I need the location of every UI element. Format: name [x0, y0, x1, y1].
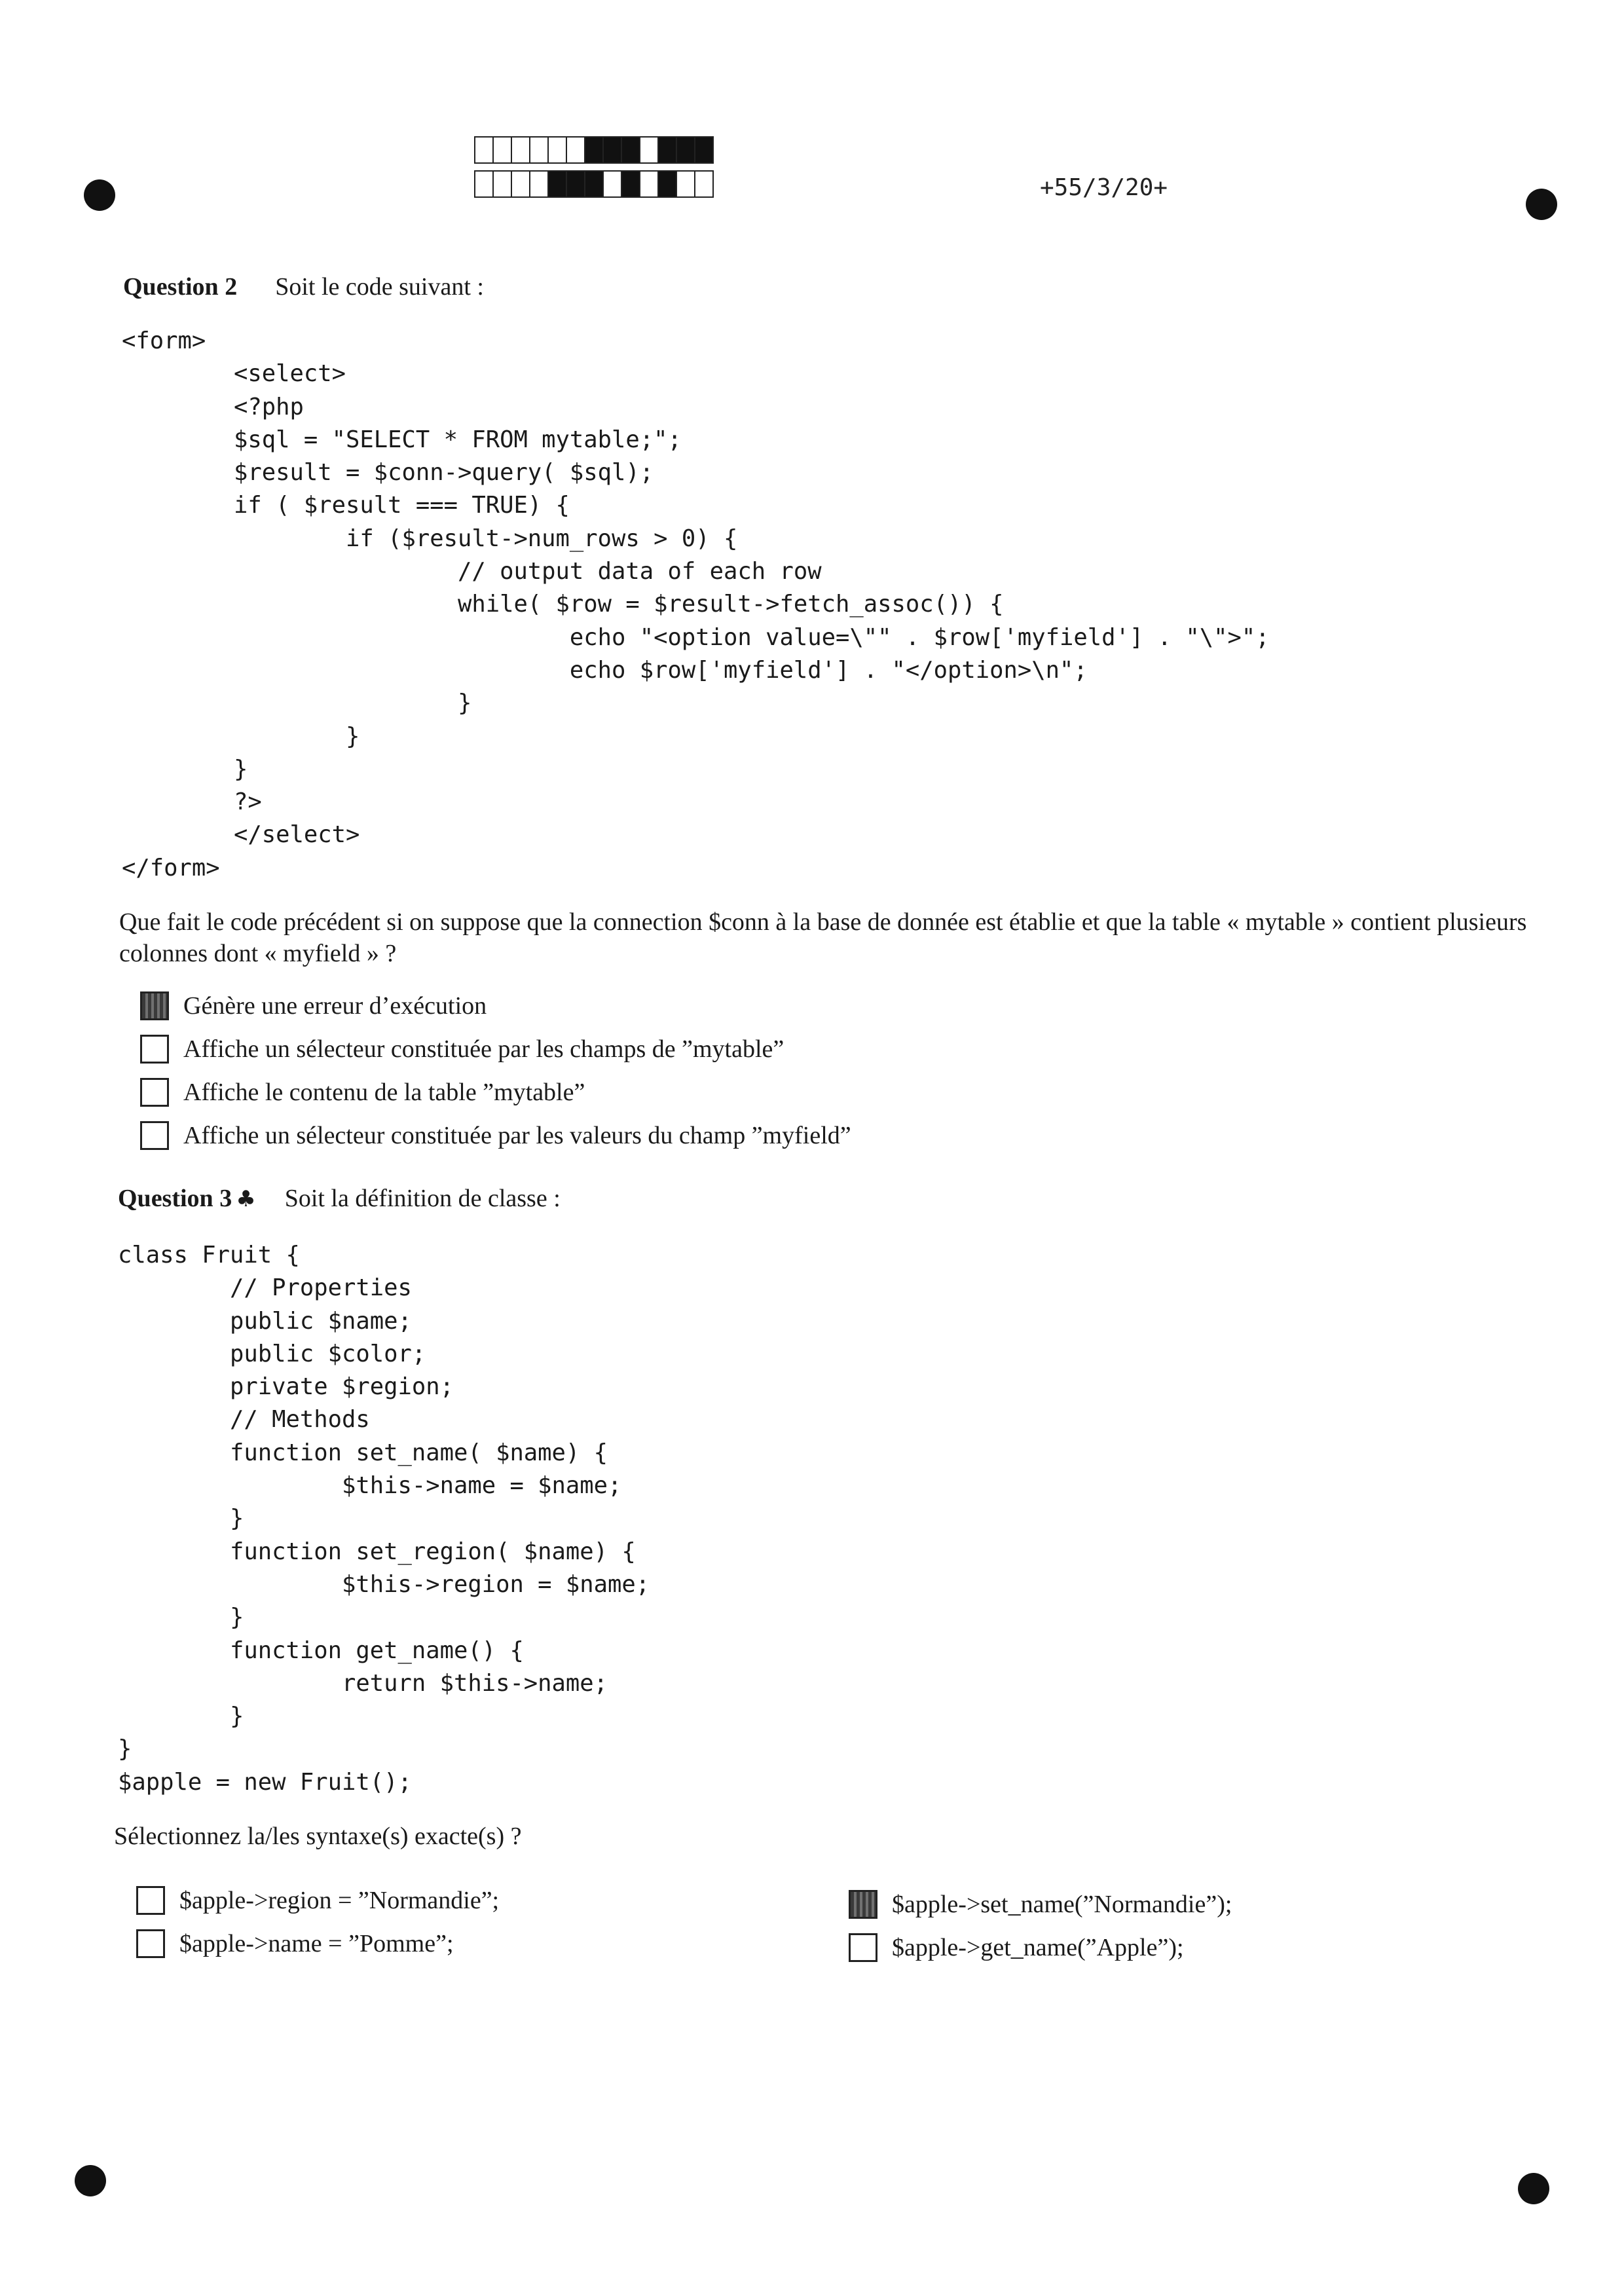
- answer-label: Affiche un sélecteur constituée par les valeurs du champ ”myfield”: [183, 1122, 851, 1149]
- question-2-text: Que fait le code précédent si on suppose que la connection $conn à la base de donnée est établie et que la table « mytable » contient plusieurs colonnes dont « myfield » ?: [119, 908, 1527, 967]
- code-block-q2: <form> <select> <?php $sql = "SELECT * FROM mytable;"; $result = $conn->query( $sql); if ( $result === TRUE) { if ($result->num_rows > 0) { // output data of each row while( $row = $result->fetch_assoc()) { echo "<option value=\"" . $row['myfield'] . "\">"; echo $row['myfield'] . "</option>\n"; } } } ?> </select> </form>: [122, 327, 1270, 881]
- answer-option[interactable]: [140, 991, 487, 1020]
- question-3-heading: [118, 1184, 561, 1213]
- checkbox[interactable]: [849, 1933, 877, 1962]
- checkbox[interactable]: [140, 1078, 169, 1107]
- barcode-cell: [511, 170, 530, 198]
- checkbox[interactable]: [140, 991, 169, 1020]
- barcode-cell: [694, 170, 714, 198]
- barcode-cell: [529, 136, 549, 164]
- question-intro: Soit le code suivant :: [275, 273, 484, 301]
- answer-label: $apple->set_name(”Normandie”);: [892, 1891, 1232, 1918]
- barcode-cell: [511, 136, 530, 164]
- barcode-cell: [547, 170, 567, 198]
- answer-label: Génère une erreur d’exécution: [183, 992, 487, 1020]
- answer-label: $apple->get_name(”Apple”);: [892, 1934, 1184, 1961]
- page-id: +55/3/20+: [1040, 174, 1168, 201]
- answer-option[interactable]: [136, 1929, 454, 1958]
- checkbox[interactable]: [140, 1035, 169, 1064]
- registration-mark-top-right: [1526, 189, 1557, 220]
- code-block-q3: class Fruit { // Properties public $name; public $color; private $region; // Methods function set_name( $name) { $this->name = $name; } function set_region( $name) { $this->region = $name; } function get_name() { return $this->name; } } $apple = new Fruit();: [118, 1242, 650, 1796]
- barcode-cell: [602, 136, 622, 164]
- barcode-cell: [694, 136, 714, 164]
- barcode-cell: [584, 136, 604, 164]
- answer-option[interactable]: [849, 1890, 1232, 1919]
- answer-label: Affiche le contenu de la table ”mytable”: [183, 1079, 585, 1106]
- barcode-cell: [621, 136, 640, 164]
- answer-option[interactable]: [136, 1886, 499, 1915]
- answer-option[interactable]: [140, 1035, 784, 1064]
- registration-mark-top-left: [84, 179, 115, 211]
- barcode-cell: [676, 136, 695, 164]
- answer-option[interactable]: [140, 1078, 585, 1107]
- barcode-row-1: [474, 136, 712, 162]
- barcode-cell: [529, 170, 549, 198]
- barcode-cell: [584, 170, 604, 198]
- answer-label: $apple->name = ”Pomme”;: [179, 1930, 454, 1957]
- barcode-cell: [474, 170, 494, 198]
- barcode-cell: [639, 136, 659, 164]
- club-icon: ♣: [236, 1186, 256, 1212]
- answer-label: $apple->region = ”Normandie”;: [179, 1887, 500, 1914]
- barcode-cell: [602, 170, 622, 198]
- question-number: Question 3: [118, 1185, 232, 1212]
- barcode-cell: [676, 170, 695, 198]
- barcode-cell: [547, 136, 567, 164]
- checkbox[interactable]: [140, 1121, 169, 1150]
- answer-option[interactable]: [849, 1933, 1184, 1962]
- registration-mark-bottom-left: [75, 2165, 106, 2196]
- barcode-cell: [621, 170, 640, 198]
- barcode-cell: [639, 170, 659, 198]
- checkbox[interactable]: [136, 1929, 165, 1958]
- question-3-text: Sélectionnez la/les syntaxe(s) exacte(s) ?: [114, 1823, 522, 1850]
- question-2-heading: [123, 272, 484, 301]
- barcode-cell: [474, 136, 494, 164]
- barcode-cell: [657, 170, 677, 198]
- checkbox[interactable]: [849, 1890, 877, 1919]
- barcode-cell: [566, 170, 585, 198]
- checkbox[interactable]: [136, 1886, 165, 1915]
- barcode-cell: [492, 136, 512, 164]
- answer-label: Affiche un sélecteur constituée par les champs de ”mytable”: [183, 1035, 784, 1063]
- question-intro: Soit la définition de classe :: [284, 1185, 561, 1212]
- barcode-cell: [492, 170, 512, 198]
- barcode-cell: [657, 136, 677, 164]
- registration-mark-bottom-right: [1518, 2173, 1549, 2204]
- answer-option[interactable]: [140, 1121, 851, 1150]
- barcode-cell: [566, 136, 585, 164]
- barcode-row-2: [474, 170, 712, 196]
- question-number: Question 2: [123, 273, 238, 301]
